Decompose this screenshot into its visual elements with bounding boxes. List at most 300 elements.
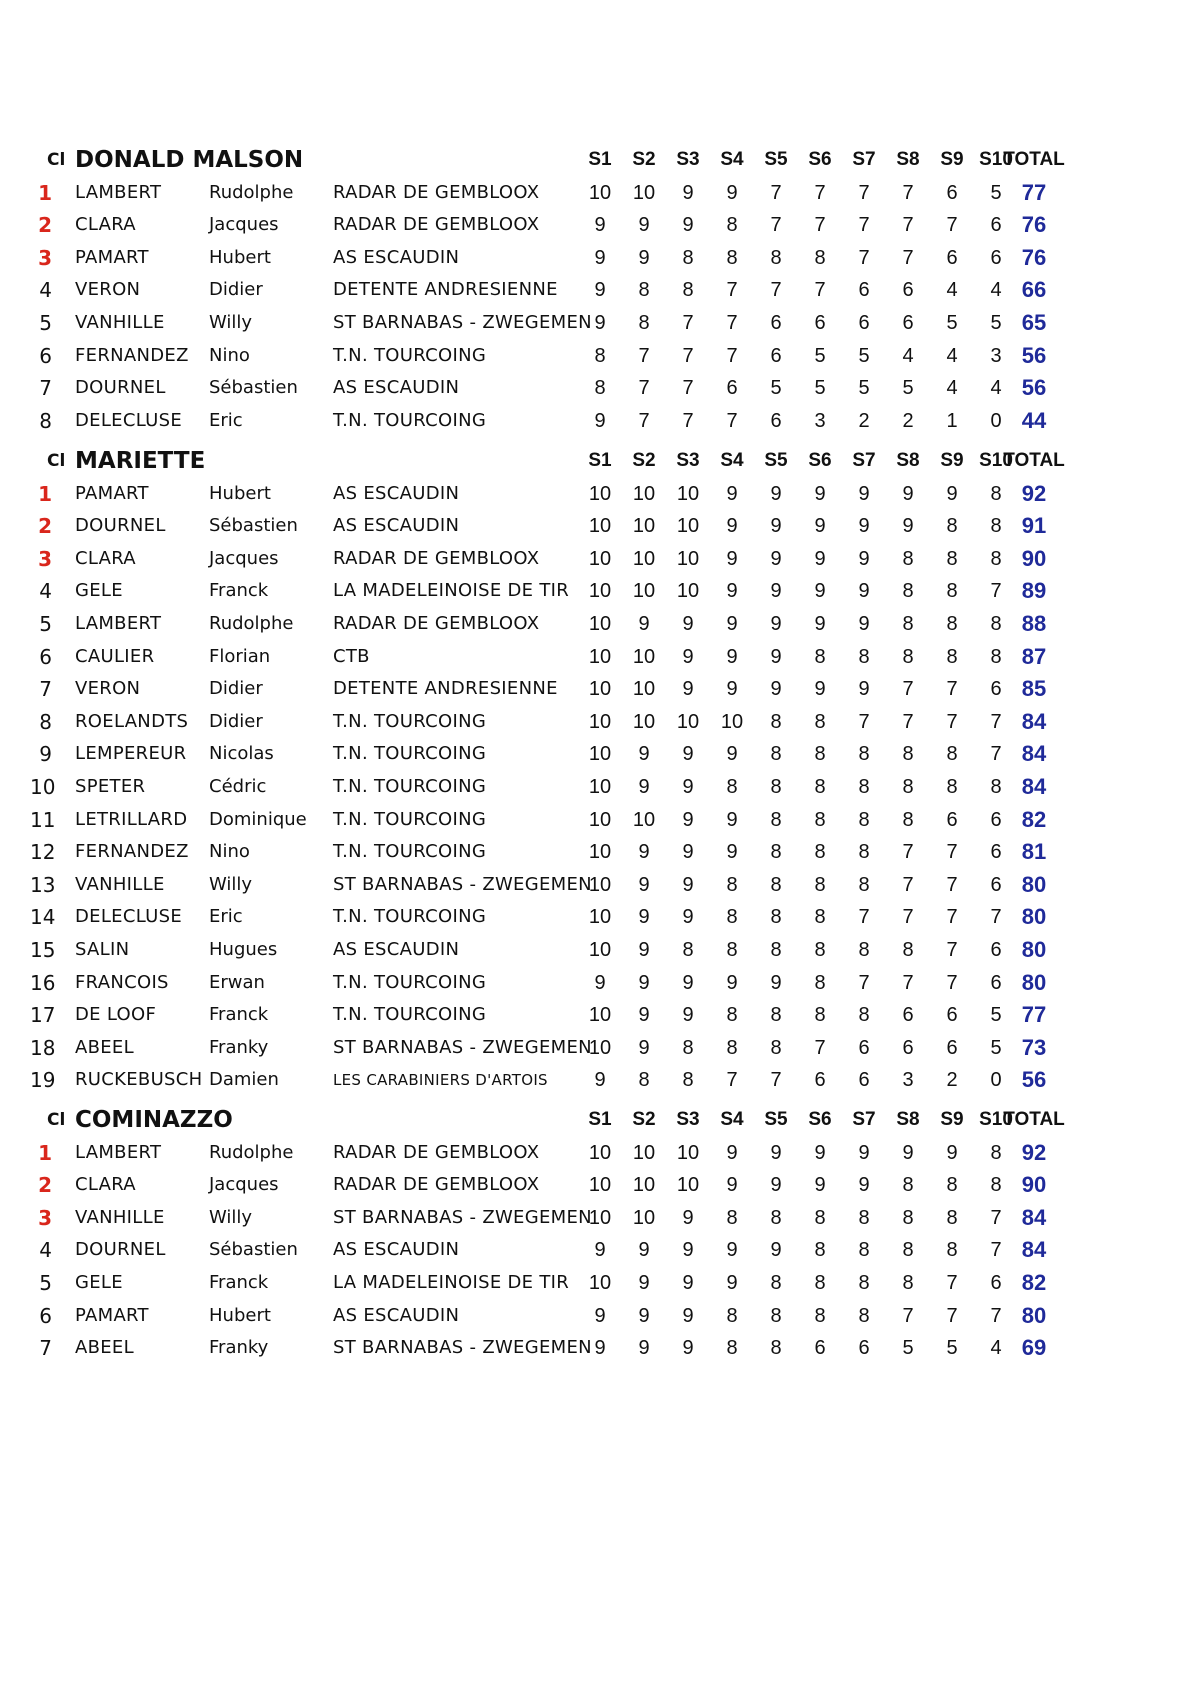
total-score: 84	[1021, 1237, 1047, 1263]
series-score: 8	[902, 743, 914, 766]
table-row	[0, 274, 1190, 306]
series-score: 9	[638, 743, 650, 766]
series-score: 8	[858, 776, 870, 798]
series-score: 8	[858, 808, 870, 831]
series-score: 9	[770, 547, 782, 570]
score-column-header: S9	[940, 149, 964, 170]
table-row	[0, 307, 1190, 339]
series-score: 8	[814, 906, 826, 929]
series-score: 8	[814, 743, 826, 766]
series-score: 9	[858, 1174, 870, 1197]
series-score: 8	[726, 1304, 738, 1327]
score-column-header: S4	[720, 450, 744, 471]
series-score: 7	[770, 279, 782, 302]
last-name: FRANCOIS	[75, 971, 169, 993]
total-score: 92	[1021, 480, 1047, 506]
series-score: 9	[770, 1174, 782, 1197]
series-score: 9	[902, 515, 914, 538]
series-score: 9	[682, 971, 694, 994]
last-name: LAMBERT	[75, 613, 162, 634]
score-column-header: S5	[764, 149, 788, 170]
table-row	[0, 836, 1190, 868]
series-score: 3	[814, 409, 826, 432]
series-score: 9	[682, 1004, 694, 1027]
series-score: 6	[990, 214, 1002, 237]
rank: 6	[39, 343, 52, 368]
series-score: 1	[946, 409, 958, 432]
total-score: 56	[1021, 342, 1047, 368]
series-score: 10	[588, 873, 612, 896]
club: T.N. TOURCOING	[333, 776, 487, 797]
series-score: 8	[770, 1004, 782, 1027]
series-score: 9	[814, 678, 826, 701]
series-score: 8	[770, 906, 782, 929]
series-score: 7	[946, 214, 958, 237]
series-score: 10	[632, 580, 656, 603]
series-score: 8	[902, 547, 914, 570]
score-column-header: S3	[676, 149, 700, 170]
series-score: 8	[726, 1337, 738, 1360]
series-score: 8	[902, 645, 914, 668]
first-name: Erwan	[209, 971, 265, 993]
series-score: 10	[588, 645, 612, 668]
series-score: 8	[946, 1239, 958, 1262]
series-score: 10	[588, 1272, 612, 1294]
table-row	[0, 372, 1190, 404]
score-column-header: S3	[676, 450, 700, 471]
series-score: 9	[946, 482, 958, 505]
series-score: 7	[638, 377, 650, 400]
series-score: 8	[638, 312, 650, 334]
rank: 4	[39, 579, 52, 604]
last-name: VANHILLE	[75, 873, 165, 895]
series-score: 8	[594, 344, 606, 367]
series-score: 7	[990, 1304, 1002, 1327]
series-score: 10	[588, 1004, 612, 1027]
last-name: RUCKEBUSCH	[75, 1069, 203, 1091]
first-name: Jacques	[209, 547, 279, 569]
last-name: DE LOOF	[75, 1004, 157, 1026]
club: RADAR DE GEMBLOOX	[333, 547, 540, 569]
first-name: Hubert	[209, 1304, 271, 1326]
series-score: 9	[858, 1141, 870, 1164]
series-score: 8	[902, 613, 914, 635]
rank: 1	[38, 1140, 52, 1165]
rank: 1	[38, 481, 52, 506]
series-score: 8	[990, 613, 1002, 635]
series-score: 9	[770, 971, 782, 994]
series-score: 8	[902, 776, 914, 798]
first-name: Damien	[209, 1069, 279, 1091]
series-score: 9	[770, 1141, 782, 1164]
series-score: 7	[902, 873, 914, 896]
series-score: 9	[682, 776, 694, 798]
first-name: Dominique	[209, 808, 307, 830]
series-score: 9	[946, 1141, 958, 1164]
total-score: 80	[1021, 1302, 1047, 1328]
series-score: 9	[726, 971, 738, 994]
table-row	[0, 543, 1190, 575]
series-score: 9	[594, 1239, 606, 1262]
rank: 5	[39, 1271, 52, 1295]
club: DETENTE ANDRESIENNE	[333, 678, 558, 700]
series-score: 10	[720, 710, 744, 733]
series-score: 8	[638, 279, 650, 302]
series-score: 9	[682, 841, 694, 864]
series-score: 9	[726, 645, 738, 668]
total-column-header: TOTAL	[1003, 1109, 1065, 1130]
series-score: 8	[726, 939, 738, 961]
series-score: 9	[814, 1174, 826, 1197]
table-row	[0, 771, 1190, 803]
table-row	[0, 405, 1190, 437]
series-score: 8	[946, 776, 958, 798]
series-score: 7	[682, 377, 694, 400]
series-score: 9	[638, 246, 650, 269]
total-score: 89	[1021, 578, 1047, 604]
series-score: 7	[946, 1272, 958, 1294]
table-row	[0, 934, 1190, 966]
club: LA MADELEINOISE DE TIR	[333, 580, 570, 602]
rank: 13	[30, 872, 56, 897]
series-score: 7	[946, 939, 958, 961]
series-score: 10	[676, 1141, 700, 1164]
first-name: Franck	[209, 580, 269, 602]
series-score: 7	[726, 279, 738, 302]
total-score: 76	[1021, 244, 1047, 270]
rank: 8	[39, 408, 52, 433]
rank: 7	[39, 1336, 52, 1361]
series-score: 9	[638, 1239, 650, 1262]
series-score: 9	[682, 1239, 694, 1262]
series-score: 8	[726, 1206, 738, 1229]
total-score: 76	[1021, 212, 1047, 238]
rank: 10	[30, 775, 56, 799]
club: RADAR DE GEMBLOOX	[333, 214, 540, 236]
series-score: 0	[990, 1069, 1002, 1092]
last-name: LAMBERT	[75, 1141, 162, 1163]
series-score: 10	[588, 613, 612, 635]
series-score: 6	[858, 312, 870, 334]
series-score: 5	[902, 1337, 914, 1360]
score-column-header: S6	[808, 450, 832, 471]
series-score: 7	[858, 214, 870, 237]
series-score: 9	[682, 743, 694, 766]
table-row	[0, 478, 1190, 510]
rank: 14	[30, 905, 56, 930]
series-score: 6	[902, 1036, 914, 1059]
series-score: 8	[902, 1272, 914, 1294]
series-score: 9	[814, 613, 826, 635]
section-header	[0, 445, 1190, 477]
total-score: 56	[1021, 1067, 1047, 1093]
table-row	[0, 1064, 1190, 1096]
series-score: 8	[726, 776, 738, 798]
club: CTB	[333, 645, 370, 667]
series-score: 6	[858, 1069, 870, 1092]
last-name: VERON	[75, 678, 141, 700]
last-name: PAMART	[75, 482, 149, 504]
last-name: ABEEL	[75, 1036, 134, 1058]
series-score: 8	[770, 939, 782, 961]
series-score: 7	[990, 906, 1002, 929]
first-name: Willy	[209, 312, 253, 333]
table-row	[0, 804, 1190, 836]
series-score: 7	[946, 906, 958, 929]
first-name: Willy	[209, 873, 253, 895]
series-score: 4	[946, 279, 958, 302]
series-score: 9	[594, 214, 606, 237]
section-prefix: Cl	[47, 1110, 66, 1130]
series-score: 8	[682, 939, 694, 961]
series-score: 7	[682, 344, 694, 367]
series-score: 10	[588, 1174, 612, 1197]
series-score: 7	[814, 181, 826, 204]
series-score: 7	[946, 873, 958, 896]
series-score: 9	[902, 1141, 914, 1164]
section-header	[0, 1104, 1190, 1136]
series-score: 10	[588, 678, 612, 701]
series-score: 8	[902, 580, 914, 603]
series-score: 9	[858, 678, 870, 701]
series-score: 8	[902, 1174, 914, 1197]
rank: 4	[39, 278, 52, 303]
series-score: 10	[588, 710, 612, 733]
first-name: Rudolphe	[209, 613, 294, 634]
series-score: 8	[902, 1239, 914, 1262]
section-title: DONALD MALSON	[75, 147, 304, 173]
series-score: 9	[638, 1004, 650, 1027]
series-score: 10	[632, 1141, 656, 1164]
table-row	[0, 999, 1190, 1031]
rank: 2	[38, 1173, 52, 1198]
series-score: 9	[770, 613, 782, 635]
last-name: CLARA	[75, 547, 136, 569]
series-score: 8	[946, 1174, 958, 1197]
series-score: 10	[588, 939, 612, 961]
total-score: 84	[1021, 1204, 1047, 1230]
series-score: 10	[588, 1036, 612, 1059]
last-name: SPETER	[75, 776, 146, 797]
series-score: 8	[770, 246, 782, 269]
table-row	[0, 575, 1190, 607]
series-score: 6	[946, 181, 958, 204]
series-score: 9	[726, 808, 738, 831]
series-score: 8	[726, 1036, 738, 1059]
series-score: 10	[588, 808, 612, 831]
total-score: 73	[1021, 1034, 1047, 1060]
series-score: 9	[726, 580, 738, 603]
series-score: 2	[902, 409, 914, 432]
series-score: 6	[770, 409, 782, 432]
series-score: 0	[990, 409, 1002, 432]
series-score: 8	[770, 873, 782, 896]
table-row	[0, 641, 1190, 673]
series-score: 10	[632, 808, 656, 831]
club: AS ESCAUDIN	[333, 1304, 460, 1326]
series-score: 4	[946, 377, 958, 400]
series-score: 9	[594, 971, 606, 994]
series-score: 10	[588, 515, 612, 538]
series-score: 9	[858, 613, 870, 635]
series-score: 9	[858, 547, 870, 570]
series-score: 9	[682, 906, 694, 929]
series-score: 9	[682, 214, 694, 237]
score-column-header: S6	[808, 1109, 832, 1130]
score-column-header: S7	[852, 450, 876, 471]
club: ST BARNABAS - ZWEGEMEN	[333, 1337, 592, 1359]
first-name: Cédric	[209, 776, 267, 797]
table-row	[0, 1234, 1190, 1266]
series-score: 10	[588, 1141, 612, 1164]
total-score: 84	[1021, 774, 1047, 799]
first-name: Didier	[209, 678, 263, 700]
series-score: 5	[902, 377, 914, 400]
table-row	[0, 1332, 1190, 1364]
series-score: 8	[770, 808, 782, 831]
rank: 9	[39, 742, 52, 767]
series-score: 5	[858, 377, 870, 400]
total-score: 65	[1021, 310, 1047, 335]
series-score: 7	[638, 409, 650, 432]
series-score: 7	[814, 279, 826, 302]
series-score: 5	[990, 181, 1002, 204]
club: AS ESCAUDIN	[333, 939, 460, 960]
series-score: 10	[588, 1206, 612, 1229]
series-score: 8	[858, 743, 870, 766]
club: RADAR DE GEMBLOOX	[333, 1174, 540, 1196]
total-score: 87	[1021, 643, 1047, 669]
first-name: Didier	[209, 710, 263, 732]
table-row	[0, 1137, 1190, 1169]
club: RADAR DE GEMBLOOX	[333, 181, 540, 203]
table-row	[0, 242, 1190, 274]
series-score: 7	[990, 710, 1002, 733]
rank: 16	[30, 970, 56, 995]
club: T.N. TOURCOING	[333, 841, 487, 863]
series-score: 8	[858, 1272, 870, 1294]
series-score: 9	[682, 808, 694, 831]
series-score: 9	[814, 580, 826, 603]
series-score: 7	[946, 1304, 958, 1327]
series-score: 8	[814, 808, 826, 831]
series-score: 6	[858, 1036, 870, 1059]
last-name: ABEEL	[75, 1337, 134, 1359]
last-name: LAMBERT	[75, 181, 162, 203]
score-column-header: S9	[940, 1109, 964, 1130]
rank: 15	[30, 938, 56, 962]
series-score: 8	[770, 1337, 782, 1360]
series-score: 8	[946, 613, 958, 635]
score-column-header: S7	[852, 1109, 876, 1130]
series-score: 8	[814, 1206, 826, 1229]
series-score: 8	[858, 939, 870, 961]
series-score: 9	[638, 1337, 650, 1360]
series-score: 8	[902, 939, 914, 961]
series-score: 8	[814, 873, 826, 896]
last-name: ROELANDTS	[75, 710, 189, 732]
first-name: Eric	[209, 409, 243, 431]
first-name: Franky	[209, 1036, 269, 1058]
club: DETENTE ANDRESIENNE	[333, 279, 558, 301]
series-score: 8	[814, 1004, 826, 1027]
club: ST BARNABAS - ZWEGEMEN	[333, 312, 592, 333]
series-score: 9	[726, 181, 738, 204]
series-score: 9	[858, 482, 870, 505]
series-score: 8	[946, 580, 958, 603]
series-score: 6	[770, 312, 782, 334]
series-score: 9	[726, 547, 738, 570]
series-score: 7	[726, 344, 738, 367]
score-column-header: S2	[632, 1109, 656, 1130]
series-score: 9	[638, 1304, 650, 1327]
series-score: 8	[726, 214, 738, 237]
first-name: Sébastien	[209, 377, 298, 399]
series-score: 7	[858, 906, 870, 929]
series-score: 8	[858, 645, 870, 668]
score-column-header: S7	[852, 149, 876, 170]
total-score: 91	[1021, 513, 1047, 539]
series-score: 6	[902, 312, 914, 334]
total-score: 92	[1021, 1139, 1047, 1165]
series-score: 9	[726, 678, 738, 701]
total-score: 44	[1021, 407, 1047, 433]
first-name: Jacques	[209, 214, 279, 236]
table-row	[0, 608, 1190, 640]
table-row	[0, 901, 1190, 933]
series-score: 9	[858, 515, 870, 538]
score-column-header: S6	[808, 149, 832, 170]
series-score: 8	[726, 873, 738, 896]
series-score: 7	[858, 710, 870, 733]
series-score: 8	[814, 1304, 826, 1327]
series-score: 9	[682, 1272, 694, 1294]
rank: 7	[39, 376, 52, 401]
series-score: 7	[990, 1239, 1002, 1262]
series-score: 9	[682, 678, 694, 701]
club: T.N. TOURCOING	[333, 1004, 487, 1026]
first-name: Rudolphe	[209, 181, 294, 203]
series-score: 9	[770, 580, 782, 603]
rank: 19	[30, 1068, 56, 1093]
club: T.N. TOURCOING	[333, 409, 487, 431]
series-score: 8	[770, 1036, 782, 1059]
score-column-header: S9	[940, 450, 964, 471]
series-score: 8	[946, 645, 958, 668]
series-score: 9	[638, 971, 650, 994]
total-score: 69	[1021, 1335, 1047, 1361]
series-score: 8	[946, 547, 958, 570]
series-score: 10	[588, 743, 612, 766]
section-title: MARIETTE	[75, 448, 206, 474]
series-score: 9	[814, 515, 826, 538]
series-score: 8	[726, 1004, 738, 1027]
club: ST BARNABAS - ZWEGEMEN	[333, 1206, 592, 1228]
series-score: 6	[946, 1004, 958, 1027]
series-score: 10	[632, 645, 656, 668]
score-column-header: S5	[764, 1109, 788, 1130]
series-score: 5	[990, 1004, 1002, 1027]
rank: 18	[30, 1035, 56, 1060]
series-score: 7	[990, 580, 1002, 603]
section-header	[0, 144, 1190, 176]
series-score: 10	[632, 181, 656, 204]
rank: 3	[38, 546, 52, 571]
series-score: 7	[638, 344, 650, 367]
series-score: 9	[638, 1036, 650, 1059]
first-name: Jacques	[209, 1174, 279, 1196]
series-score: 8	[770, 776, 782, 798]
